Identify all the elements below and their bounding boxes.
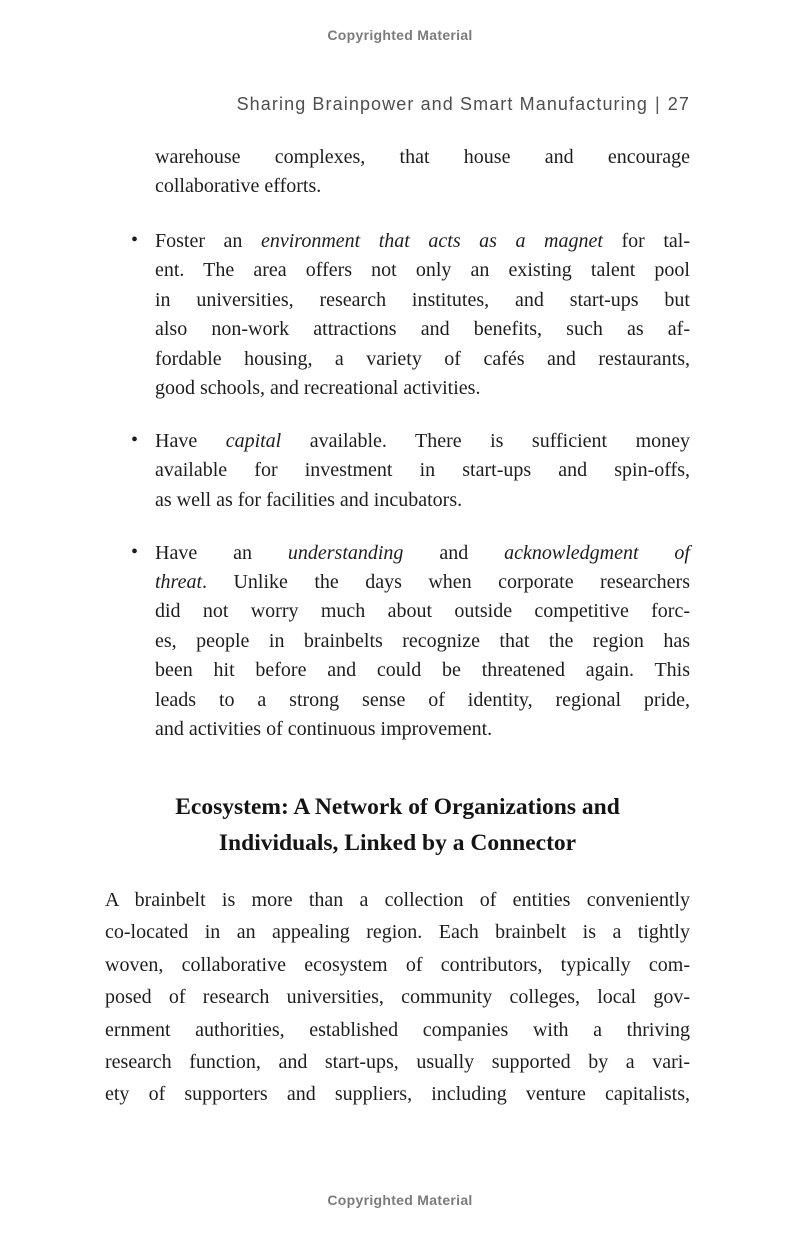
text-line: ent. The area offers not only an existing talent pool [155,259,690,282]
text-line: posed of research universities, community colleges, local gov- [105,986,690,1009]
text-line: did not worry much about outside competitive forc- [155,600,690,623]
text-line [155,427,690,456]
text-segment: and [403,541,505,564]
text-line [155,568,690,597]
body-paragraph [105,884,690,1111]
text-line: co-located in an appealing region. Each brainbelt is a tightly [105,921,690,944]
text-line: woven, collaborative ecosystem of contributors, typically com- [105,953,690,976]
text-line [155,227,690,256]
watermark-top: Copyrighted Material [327,27,473,43]
paragraph-fragment [155,143,690,202]
text-segment: Have [155,429,226,452]
text-line: A brainbelt is more than a collection of entities conveniently [105,889,690,911]
text-line: collaborative efforts. [155,175,322,198]
text-line: in universities, research institutes, and start-ups but [155,288,690,311]
running-head [105,94,690,114]
text-segment: Have an [155,541,288,564]
text-segment: Foster an [155,230,261,252]
text-line: and activities of continuous improvement. [155,718,493,741]
section-heading-line: Individuals, Linked by a Connector [218,830,577,856]
text-segment: for tal- [602,230,690,252]
text-segment-italic: environment that acts as a magnet [260,230,603,252]
watermark-bottom: Copyrighted Material [327,1192,473,1208]
section-heading-line: Ecosystem: A Network of Organizations and [175,794,620,820]
text-line: ernment authorities, established companies with a thriving [105,1018,690,1041]
text-segment-italic: threat [155,571,203,594]
text-segment-italic: understanding [287,541,404,564]
text-line: also non-work attractions and benefits, such as af- [155,318,690,341]
text-line: es, people in brainbelts recognize that the region has [155,629,690,652]
page-number: 27 [667,94,690,114]
bullet-icon: • [131,229,139,251]
text-segment: available. There is sufficient money [281,429,691,452]
section-heading [105,789,690,861]
text-line [155,539,690,568]
list-item [105,227,690,403]
text-line: research function, and start-ups, usually supported by a vari- [105,1051,690,1074]
bullet-icon: • [131,428,139,451]
text-segment-italic: acknowledgment of [504,541,690,564]
list-item [105,427,690,515]
text-line: available for investment in start-ups and spin-offs, [155,459,690,482]
text-segment: . Unlike the days when corporate researchers [202,571,690,594]
bullet-list [105,227,690,745]
list-item [105,539,690,745]
text-line: as well as for facilities and incubators. [155,488,463,511]
text-segment-italic: capital [225,429,282,452]
text-line: leads to a strong sense of identity, regional pride, [155,688,690,711]
text-line: fordable housing, a variety of cafés and restaurants, [155,347,690,370]
running-head-title: Sharing Brainpower and Smart Manufacturing [236,94,648,114]
bullet-icon: • [131,540,139,563]
text-line: warehouse complexes, that house and encourage [155,146,690,168]
text-line: good schools, and recreational activities. [155,377,481,400]
running-head-separator: | [654,94,661,114]
text-line: ety of supporters and suppliers, including venture capitalists, [105,1083,690,1106]
text-line: been hit before and could be threatened again. This [155,659,690,682]
